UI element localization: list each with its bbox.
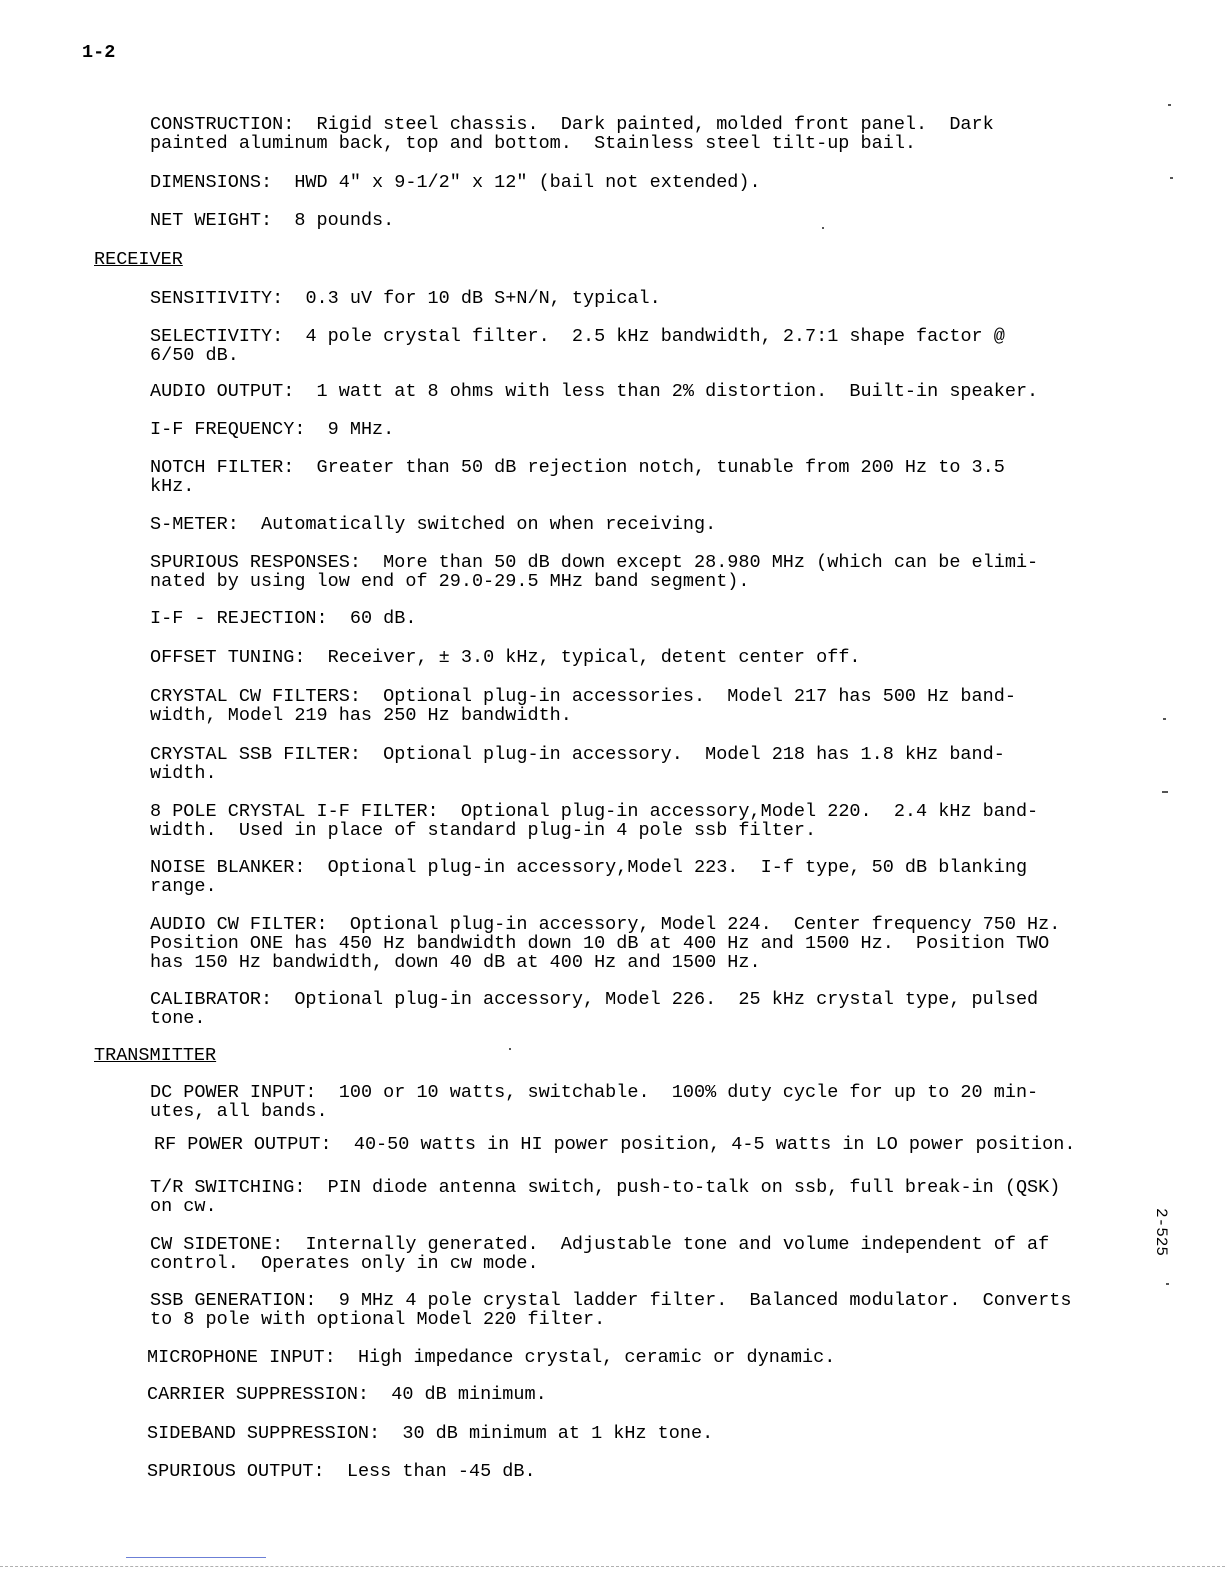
spec-net-weight [150, 211, 1090, 230]
spec-term: NOISE BLANKER: [150, 857, 306, 878]
spec-term: CARRIER SUPPRESSION: [147, 1384, 370, 1405]
spec-s-meter [150, 515, 1090, 534]
side-document-code: 2-525 [1152, 1208, 1170, 1257]
spec-text: PIN diode antenna switch, push-to-talk on ssb, full break-in (QSK) on cw. [150, 1177, 1061, 1217]
spec-crystal-ssb-filter [150, 745, 1090, 783]
spec-term: S-METER: [150, 514, 239, 535]
spec-term: CONSTRUCTION: [150, 114, 295, 135]
spec-term: CW SIDETONE: [150, 1234, 284, 1255]
receiver-heading: RECEIVER [94, 249, 183, 270]
spec-term: RF POWER OUTPUT: [154, 1134, 332, 1155]
footer-accent-rule [126, 1557, 266, 1558]
spec-text: 9 MHz 4 pole crystal ladder filter. Balanced modulator. Converts to 8 pole with optional Model 220 filter. [150, 1290, 1072, 1330]
spec-tr-switching [150, 1178, 1090, 1216]
scan-speck [1163, 718, 1166, 720]
spec-term: I-F - REJECTION: [150, 608, 328, 629]
spec-term: OFFSET TUNING: [150, 647, 306, 668]
spec-term: 8 POLE CRYSTAL I-F FILTER: [150, 801, 439, 822]
spec-term: CRYSTAL SSB FILTER: [150, 744, 361, 765]
spec-notch-filter [150, 458, 1090, 496]
spec-offset-tuning [150, 648, 1090, 667]
scan-speck [509, 1048, 511, 1050]
footer-rule [0, 1566, 1225, 1567]
spec-text: Internally generated. Adjustable tone and volume independent of af control. Operates only in cw mode. [150, 1234, 1050, 1274]
spec-text: Optional plug-in accessory, Model 224. Center frequency 750 Hz. Position ONE has 450 Hz bandwidth down 10 dB at 400 Hz and 1500 Hz. Position TWO has 150 Hz bandwidth, down 40 dB at 400 Hz and 1500 Hz. [150, 914, 1061, 973]
transmitter-heading: TRANSMITTER [94, 1045, 217, 1066]
spec-text: Optional plug-in accessory. Model 218 has 1.8 kHz band- width. [150, 744, 1005, 784]
spec-term: CRYSTAL CW FILTERS: [150, 686, 361, 707]
spec-text: Optional plug-in accessory, Model 226. 25 kHz crystal type, pulsed tone. [150, 989, 1039, 1029]
spec-8-pole-crystal-if-filter [150, 802, 1090, 840]
spec-spurious-responses [150, 553, 1090, 591]
spec-text: 8 pounds. [272, 210, 395, 231]
spec-text: HWD 4" x 9-1/2" x 12" (bail not extended). [272, 172, 761, 193]
spec-audio-cw-filter [150, 915, 1110, 972]
spec-term: NOTCH FILTER: [150, 457, 295, 478]
spec-text: 0.3 uV for 10 dB S+N/N, typical. [283, 288, 661, 309]
spec-term: DC POWER INPUT: [150, 1082, 317, 1103]
spec-text: 30 dB minimum at 1 kHz tone. [380, 1423, 714, 1444]
spec-term: DIMENSIONS: [150, 172, 273, 193]
spec-construction [150, 115, 1090, 153]
spec-term: AUDIO CW FILTER: [150, 914, 328, 935]
spec-term: T/R SWITCHING: [150, 1177, 306, 1198]
spec-text: Receiver, ± 3.0 kHz, typical, detent center off. [305, 647, 861, 668]
spec-spurious-output [147, 1462, 1087, 1481]
spec-cw-sidetone [150, 1235, 1090, 1273]
spec-text: Optional plug-in accessory,Model 223. I-f type, 50 dB blanking range. [150, 857, 1028, 897]
spec-term: AUDIO OUTPUT: [150, 381, 295, 402]
spec-noise-blanker [150, 858, 1090, 896]
spec-audio-output [150, 382, 1110, 401]
spec-crystal-cw-filters [150, 687, 1090, 725]
spec-text: Less than -45 dB. [324, 1461, 536, 1482]
spec-term: SSB GENERATION: [150, 1290, 317, 1311]
spec-text: 9 MHz. [305, 419, 395, 440]
spec-if-rejection [150, 609, 1090, 628]
spec-term: SIDEBAND SUPPRESSION: [147, 1423, 381, 1444]
spec-text: Rigid steel chassis. Dark painted, molded front panel. Dark painted aluminum back, top and bottom. Stainless steel tilt-up bail. [150, 114, 994, 154]
spec-sideband-suppression [147, 1424, 1087, 1443]
scan-speck [1170, 177, 1173, 179]
spec-term: MICROPHONE INPUT: [147, 1347, 336, 1368]
scan-speck [1168, 104, 1171, 106]
spec-term: I-F FREQUENCY: [150, 419, 306, 440]
spec-rf-power-output [154, 1135, 1114, 1154]
spec-text: More than 50 dB down except 28.980 MHz (which can be elimi- nated by using low end of 29.0-29.5 MHz band segment). [150, 552, 1039, 592]
spec-text: Greater than 50 dB rejection notch, tunable from 200 Hz to 3.5 kHz. [150, 457, 1005, 497]
spec-term: SPURIOUS RESPONSES: [150, 552, 361, 573]
spec-if-frequency [150, 420, 1090, 439]
spec-text: Automatically switched on when receiving. [238, 514, 717, 535]
spec-microphone-input [147, 1348, 1087, 1367]
spec-selectivity [150, 327, 1090, 365]
spec-carrier-suppression [147, 1385, 1087, 1404]
spec-ssb-generation [150, 1291, 1110, 1329]
spec-term: SPURIOUS OUTPUT: [147, 1461, 325, 1482]
spec-text: 1 watt at 8 ohms with less than 2% distortion. Built-in speaker. [294, 381, 1039, 402]
spec-term: SENSITIVITY: [150, 288, 284, 309]
spec-text: 40-50 watts in HI power position, 4-5 watts in LO power position. [331, 1134, 1076, 1155]
spec-text: 100 or 10 watts, switchable. 100% duty cycle for up to 20 min- utes, all bands. [150, 1082, 1039, 1122]
spec-text: Optional plug-in accessories. Model 217 has 500 Hz band- width, Model 219 has 250 Hz bandwidth. [150, 686, 1016, 726]
scan-speck [1162, 791, 1168, 793]
spec-dc-power-input [150, 1083, 1090, 1121]
spec-sensitivity [150, 289, 1090, 308]
spec-calibrator [150, 990, 1090, 1028]
page-number: 1-2 [82, 42, 116, 63]
spec-text: 60 dB. [327, 608, 417, 629]
spec-term: SELECTIVITY: [150, 326, 284, 347]
spec-term: NET WEIGHT: [150, 210, 273, 231]
spec-dimensions [150, 173, 1090, 192]
spec-text: 4 pole crystal filter. 2.5 kHz bandwidth, 2.7:1 shape factor @ 6/50 dB. [150, 326, 1005, 366]
spec-term: CALIBRATOR: [150, 989, 273, 1010]
spec-text: High impedance crystal, ceramic or dynamic. [335, 1347, 836, 1368]
spec-text: Optional plug-in accessory,Model 220. 2.4 kHz band- width. Used in place of standard plug-in 4 pole ssb filter. [150, 801, 1039, 841]
spec-text: 40 dB minimum. [369, 1384, 547, 1405]
scan-speck [822, 227, 824, 229]
scan-speck [1166, 1283, 1169, 1285]
